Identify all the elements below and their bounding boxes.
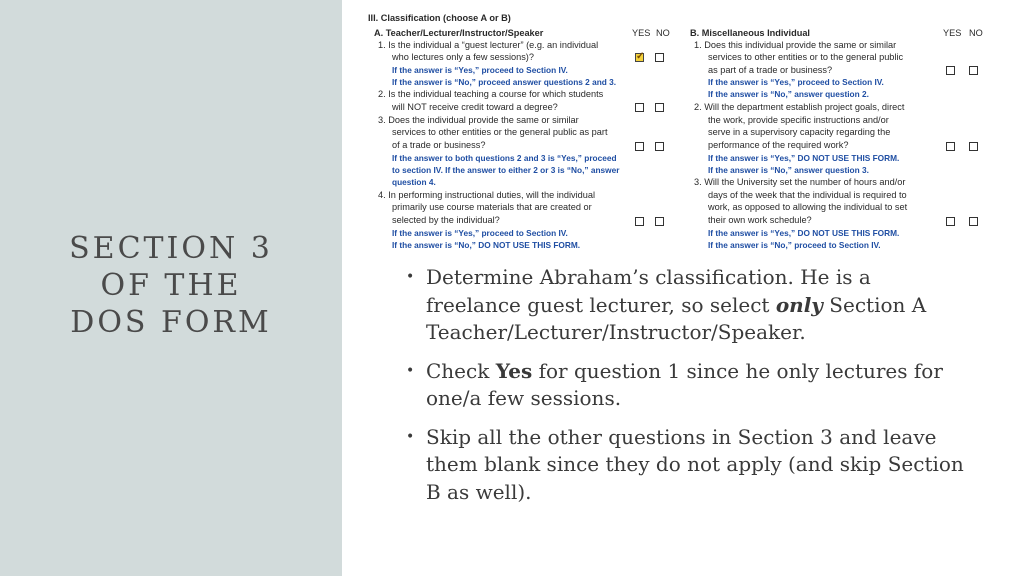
b-q2-line: performance of the required work? bbox=[708, 140, 849, 150]
b-q3-line: their own work schedule? bbox=[708, 215, 812, 225]
b-q2-line: 2. Will the department establish project goals, direct bbox=[694, 102, 905, 112]
b-q3-line: work, as opposed to allowing the individual to set bbox=[708, 202, 908, 212]
instruction-bullet bbox=[406, 264, 966, 347]
bullet-2-text: Check bbox=[426, 358, 496, 383]
b-q2-instruction: If the answer is “Yes,” DO NOT USE THIS FORM. bbox=[708, 153, 900, 163]
a-q4-line: selected by the individual? bbox=[392, 215, 500, 225]
a-q4-line: 4. In performing instructional duties, will the individual bbox=[378, 190, 596, 200]
bullet-dot-icon: • bbox=[406, 269, 415, 285]
b-q3-instruction: If the answer is “No,” proceed to Section IV. bbox=[708, 240, 881, 250]
b-q1-instruction: If the answer is “No,” answer question 2. bbox=[708, 89, 869, 99]
a-q3-line: services to other entities or the general public as part bbox=[392, 127, 608, 137]
b-q2-line: serve in a supervisory capacity regarding the bbox=[708, 127, 891, 137]
section-title-line-3: DOS FORM bbox=[70, 305, 272, 340]
bullet-1-text: Determine Abraham’s classification. He is a freelance guest lecturer, so select bbox=[426, 265, 871, 317]
b-q3-instruction: If the answer is “Yes,” DO NOT USE THIS FORM. bbox=[708, 228, 900, 238]
a-q2-line: 2. Is the individual teaching a course for which students bbox=[378, 89, 604, 99]
b-q3-yes-checkbox[interactable] bbox=[946, 217, 955, 226]
b-q1-line: as part of a trade or business? bbox=[708, 65, 833, 75]
section-a-no-header: NO bbox=[656, 28, 670, 38]
b-q1-line: 1. Does this individual provide the same or similar bbox=[694, 40, 897, 50]
b-q1-instruction: If the answer is “Yes,” proceed to Section IV. bbox=[708, 77, 884, 87]
section-b-yes-header: YES bbox=[943, 28, 962, 38]
bullet-2-text-end: for question 1 since he only lectures for one/a few sessions. bbox=[426, 358, 943, 410]
a-q3-no-checkbox[interactable] bbox=[655, 142, 664, 151]
instruction-bullet bbox=[406, 424, 966, 507]
a-q3-line: of a trade or business? bbox=[392, 140, 486, 150]
dos-form-excerpt bbox=[368, 10, 988, 258]
instruction-list bbox=[406, 264, 966, 517]
b-q2-line: the work, provide specific instructions and/or bbox=[708, 115, 889, 125]
sidebar-panel bbox=[0, 0, 342, 576]
b-q1-no-checkbox[interactable] bbox=[969, 66, 978, 75]
a-q1-instruction: If the answer is “No,” proceed answer questions 2 and 3. bbox=[392, 77, 617, 87]
section-a-yes-header: YES bbox=[632, 28, 651, 38]
bullet-1-text-end: Section A Teacher/Lecturer/Instructor/Speaker. bbox=[426, 292, 927, 344]
b-q1-line: services to other entities or to the general public bbox=[708, 52, 904, 62]
a-q3-instruction: to section IV. If the answer to either 2 or 3 is “No,” answer bbox=[392, 165, 620, 175]
instruction-bullet bbox=[406, 358, 966, 413]
a-q1-line: 1. Is the individual a “guest lecturer” (e.g. an individual bbox=[378, 40, 599, 50]
form-header: III. Classification (choose A or B) bbox=[368, 13, 511, 23]
b-q3-no-checkbox[interactable] bbox=[969, 217, 978, 226]
bullet-3-text: Skip all the other questions in Section 3 and leave them blank since they do not apply (and skip Section B as well). bbox=[426, 424, 964, 504]
b-q3-line: 3. Will the University set the number of hours and/or bbox=[694, 177, 906, 187]
a-q2-line: will NOT receive credit toward a degree? bbox=[392, 102, 558, 112]
section-title-line-1: SECTION 3 bbox=[69, 231, 273, 266]
bullet-1-emphasis: only bbox=[775, 292, 823, 317]
a-q1-no-checkbox[interactable] bbox=[655, 53, 664, 62]
a-q3-line: 3. Does the individual provide the same or similar bbox=[378, 115, 579, 125]
a-q3-instruction: If the answer to both questions 2 and 3 is “Yes,” proceed bbox=[392, 153, 617, 163]
a-q2-yes-checkbox[interactable] bbox=[635, 103, 644, 112]
b-q1-yes-checkbox[interactable] bbox=[946, 66, 955, 75]
section-title bbox=[0, 230, 342, 341]
bullet-dot-icon: • bbox=[406, 362, 415, 379]
a-q4-line: primarily use course materials that are created or bbox=[392, 202, 592, 212]
bullet-2-emphasis: Yes bbox=[495, 358, 533, 383]
section-a-title: A. Teacher/Lecturer/Instructor/Speaker bbox=[374, 28, 544, 38]
b-q2-no-checkbox[interactable] bbox=[969, 142, 978, 151]
a-q4-no-checkbox[interactable] bbox=[655, 217, 664, 226]
section-b-title: B. Miscellaneous Individual bbox=[690, 28, 810, 38]
a-q1-yes-checkbox[interactable] bbox=[635, 53, 644, 62]
a-q3-yes-checkbox[interactable] bbox=[635, 142, 644, 151]
a-q4-yes-checkbox[interactable] bbox=[635, 217, 644, 226]
section-title-line-2: OF THE bbox=[100, 268, 242, 303]
b-q2-yes-checkbox[interactable] bbox=[946, 142, 955, 151]
bullet-dot-icon: • bbox=[406, 428, 415, 445]
a-q4-instruction: If the answer is “No,” DO NOT USE THIS FORM. bbox=[392, 240, 581, 250]
a-q1-line: who lectures only a few sessions)? bbox=[392, 52, 534, 62]
section-b-no-header: NO bbox=[969, 28, 983, 38]
a-q3-instruction: question 4. bbox=[392, 177, 436, 187]
b-q2-instruction: If the answer is “No,” answer question 3. bbox=[708, 165, 869, 175]
a-q4-instruction: If the answer is “Yes,” proceed to Section IV. bbox=[392, 228, 568, 238]
a-q1-instruction: If the answer is “Yes,” proceed to Section IV. bbox=[392, 65, 568, 75]
b-q3-line: days of the week that the individual is required to bbox=[708, 190, 907, 200]
a-q2-no-checkbox[interactable] bbox=[655, 103, 664, 112]
